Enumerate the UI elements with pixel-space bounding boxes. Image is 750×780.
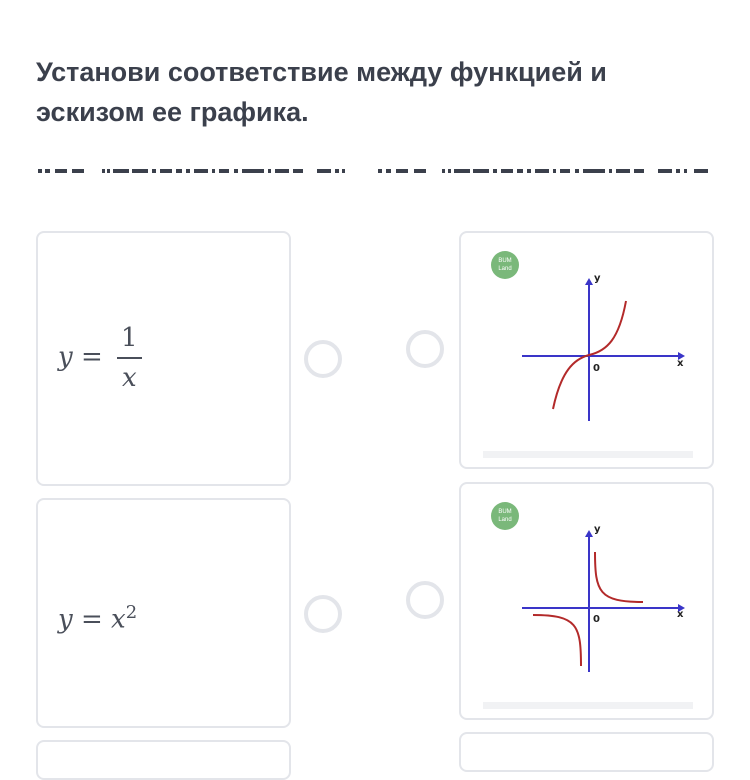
formula-card-2	[36, 498, 291, 728]
caption-placeholder	[483, 702, 693, 709]
bumland-logo: BUM Land	[491, 502, 519, 530]
formula-card-1	[36, 231, 291, 486]
svg-text:0: 0	[593, 614, 600, 625]
fraction: $\frac{1}{x}$	[117, 323, 142, 393]
task-title: Установи соответствие между функцией и эскизом ее графика.	[36, 57, 607, 127]
formula-2-radio[interactable]	[304, 595, 342, 633]
svg-text:x: x	[677, 609, 684, 620]
graph-2-radio[interactable]	[406, 581, 444, 619]
formula-reciprocal: y = $\frac{1}{x}$	[58, 323, 142, 393]
hyperbola-graph	[459, 482, 714, 720]
formula-square: $y = x^2$	[58, 602, 138, 635]
divider-dashes	[38, 166, 718, 176]
graph-card-1[interactable]	[459, 231, 714, 469]
formula-1-radio[interactable]	[304, 340, 342, 378]
svg-text:y: y	[594, 273, 601, 284]
graph-card-2[interactable]	[459, 482, 714, 720]
svg-text:x: x	[677, 358, 684, 369]
cubic-graph	[459, 231, 714, 469]
svg-text:y: y	[594, 524, 601, 535]
graph-1-radio[interactable]	[406, 330, 444, 368]
caption-placeholder	[483, 451, 693, 458]
formula-card-3	[36, 740, 291, 780]
graph-card-3[interactable]	[459, 732, 714, 772]
bumland-logo: BUM Land	[491, 251, 519, 279]
svg-text:0: 0	[593, 363, 600, 374]
